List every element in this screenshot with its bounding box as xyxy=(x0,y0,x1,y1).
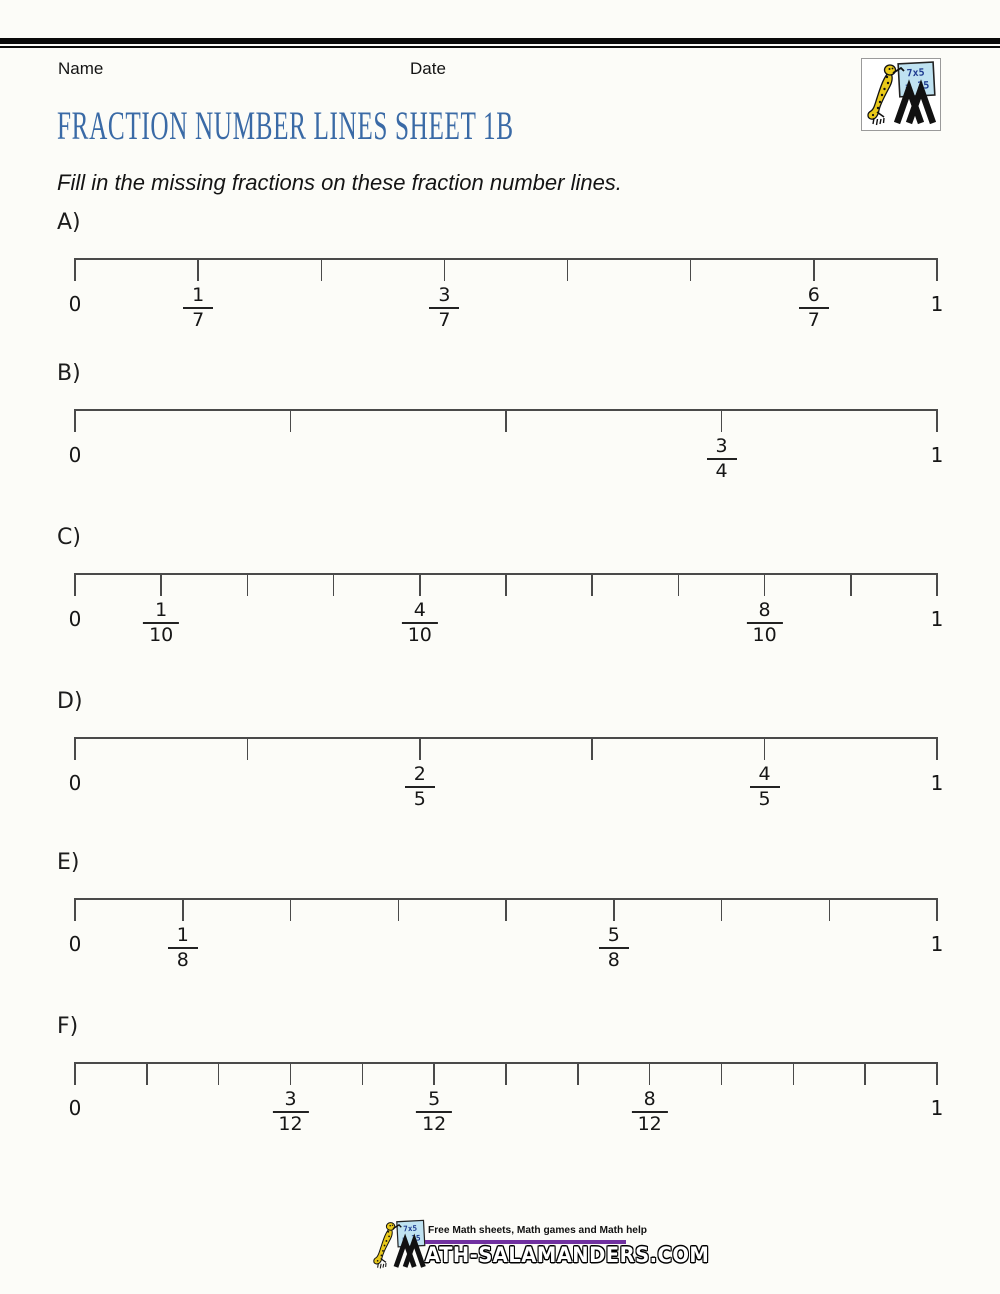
tick-mark xyxy=(74,898,76,921)
tick-mark xyxy=(690,258,692,281)
endpoint-label: 1 xyxy=(930,443,944,467)
fraction-numerator: 5 xyxy=(607,924,620,946)
fraction-numerator: 8 xyxy=(643,1088,656,1110)
fraction-numerator: 1 xyxy=(155,599,168,621)
fraction-numerator: 1 xyxy=(192,284,205,306)
fraction-numerator: 4 xyxy=(413,599,426,621)
fraction-numerator: 5 xyxy=(428,1088,441,1110)
tick-mark xyxy=(247,573,249,596)
fraction-label xyxy=(143,600,179,646)
tick-mark xyxy=(678,573,680,596)
endpoint-label: 1 xyxy=(930,771,944,795)
fraction-denominator: 5 xyxy=(405,786,435,810)
endpoint-label: 0 xyxy=(68,771,82,795)
line-letter-label: F) xyxy=(57,1014,79,1039)
tick-mark xyxy=(936,737,938,760)
fraction-numerator: 2 xyxy=(413,763,426,785)
endpoint-label: 0 xyxy=(68,292,82,316)
tick-mark xyxy=(591,737,593,760)
endpoint-label: 1 xyxy=(930,932,944,956)
tick-mark xyxy=(74,409,76,432)
tick-mark xyxy=(74,258,76,281)
tick-mark xyxy=(936,409,938,432)
number-line xyxy=(68,573,944,665)
tick-mark xyxy=(567,258,569,281)
endpoint-label: 0 xyxy=(68,607,82,631)
tick-mark xyxy=(433,1062,435,1085)
fraction-label xyxy=(750,764,780,810)
footer-tagline: Free Math sheets, Math games and Math help xyxy=(428,1224,648,1236)
tick-mark xyxy=(721,1062,723,1085)
tick-mark xyxy=(290,409,292,432)
number-line xyxy=(68,409,944,501)
line-letter-label: B) xyxy=(57,361,81,386)
fraction-denominator: 12 xyxy=(632,1111,668,1135)
tick-mark xyxy=(398,898,400,921)
line-letter-label: A) xyxy=(57,210,81,235)
tick-mark xyxy=(793,1062,795,1085)
tick-mark xyxy=(74,1062,76,1085)
tick-mark xyxy=(577,1062,579,1085)
fraction-numerator: 4 xyxy=(758,763,771,785)
tick-mark xyxy=(333,573,335,596)
fraction-denominator: 8 xyxy=(599,947,629,971)
tick-mark xyxy=(74,573,76,596)
tick-mark xyxy=(764,573,766,596)
fraction-numerator: 8 xyxy=(758,599,771,621)
tick-mark xyxy=(936,258,938,281)
line-letter-label: C) xyxy=(57,525,81,550)
tick-mark xyxy=(247,737,249,760)
endpoint-label: 1 xyxy=(930,292,944,316)
endpoint-label: 0 xyxy=(68,1096,82,1120)
footer xyxy=(370,1216,710,1280)
number-line xyxy=(68,1062,944,1154)
date-label: Date xyxy=(410,59,446,78)
tick-mark xyxy=(850,573,852,596)
fraction-denominator: 7 xyxy=(183,307,213,331)
tick-mark xyxy=(505,898,507,921)
fraction-numerator: 3 xyxy=(438,284,451,306)
tick-mark xyxy=(182,898,184,921)
tick-mark xyxy=(419,737,421,760)
top-rule-thin xyxy=(0,46,1000,48)
instruction-text: Fill in the missing fractions on these fraction number lines. xyxy=(57,170,622,195)
fraction-denominator: 12 xyxy=(416,1111,452,1135)
number-line-rule xyxy=(75,737,937,739)
brand-logo xyxy=(861,58,941,131)
fraction-label xyxy=(272,1089,308,1135)
fraction-numerator: 3 xyxy=(284,1088,297,1110)
fraction-denominator: 4 xyxy=(707,458,737,482)
tick-mark xyxy=(505,1062,507,1085)
endpoint-label: 0 xyxy=(68,932,82,956)
top-rule-thick xyxy=(0,38,1000,44)
tick-mark xyxy=(218,1062,220,1085)
tick-mark xyxy=(936,1062,938,1085)
fraction-numerator: 1 xyxy=(176,924,189,946)
fraction-label xyxy=(429,285,459,331)
footer-site-name: ATH-SALAMANDERS.COM xyxy=(425,1243,710,1267)
fraction-label xyxy=(405,764,435,810)
fraction-denominator: 10 xyxy=(747,622,783,646)
fraction-numerator: 6 xyxy=(807,284,820,306)
fraction-denominator: 5 xyxy=(750,786,780,810)
fraction-numerator: 3 xyxy=(715,435,728,457)
tick-mark xyxy=(146,1062,148,1085)
fraction-denominator: 8 xyxy=(168,947,198,971)
tick-mark xyxy=(591,573,593,596)
fraction-label xyxy=(707,436,737,482)
fraction-denominator: 12 xyxy=(272,1111,308,1135)
endpoint-label: 1 xyxy=(930,607,944,631)
tick-mark xyxy=(160,573,162,596)
fraction-label xyxy=(416,1089,452,1135)
fraction-denominator: 10 xyxy=(143,622,179,646)
tick-mark xyxy=(290,1062,292,1085)
tick-mark xyxy=(362,1062,364,1085)
line-letter-label: D) xyxy=(57,689,83,714)
fraction-label xyxy=(168,925,198,971)
tick-mark xyxy=(721,898,723,921)
tick-mark xyxy=(613,898,615,921)
tick-mark xyxy=(321,258,323,281)
name-label: Name xyxy=(58,59,104,78)
endpoint-label: 0 xyxy=(68,443,82,467)
tick-mark xyxy=(505,409,507,432)
fraction-label xyxy=(747,600,783,646)
tick-mark xyxy=(721,409,723,432)
fraction-label xyxy=(402,600,438,646)
fraction-denominator: 10 xyxy=(402,622,438,646)
number-line-rule xyxy=(75,258,937,260)
endpoint-label: 1 xyxy=(930,1096,944,1120)
tick-mark xyxy=(505,573,507,596)
footer-logo xyxy=(370,1218,428,1270)
fraction-label xyxy=(799,285,829,331)
tick-mark xyxy=(764,737,766,760)
fraction-label xyxy=(632,1089,668,1135)
line-letter-label: E) xyxy=(57,850,80,875)
tick-mark xyxy=(290,898,292,921)
number-line xyxy=(68,258,944,350)
tick-mark xyxy=(936,573,938,596)
tick-mark xyxy=(419,573,421,596)
tick-mark xyxy=(936,898,938,921)
page-title: FRACTION NUMBER LINES SHEET 1B xyxy=(57,103,514,148)
number-line xyxy=(68,737,944,829)
tick-mark xyxy=(197,258,199,281)
tick-mark xyxy=(649,1062,651,1085)
fraction-label xyxy=(183,285,213,331)
number-line xyxy=(68,898,944,990)
tick-mark xyxy=(864,1062,866,1085)
tick-mark xyxy=(444,258,446,281)
tick-mark xyxy=(74,737,76,760)
fraction-denominator: 7 xyxy=(429,307,459,331)
tick-mark xyxy=(813,258,815,281)
fraction-label xyxy=(599,925,629,971)
tick-mark xyxy=(829,898,831,921)
fraction-denominator: 7 xyxy=(799,307,829,331)
